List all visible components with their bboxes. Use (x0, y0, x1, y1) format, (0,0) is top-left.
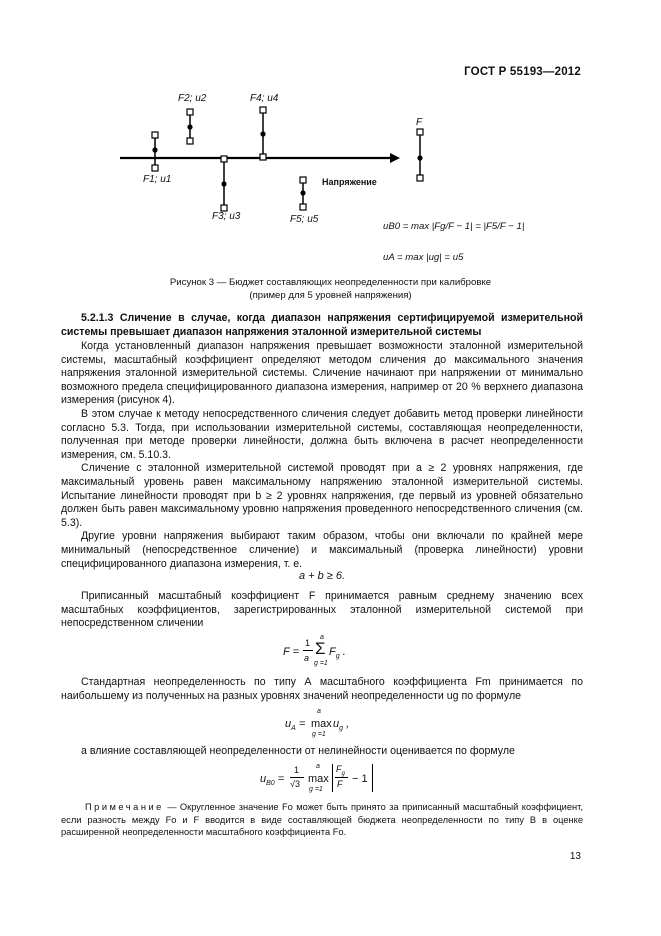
page-header: ГОСТ Р 55193—2012 (464, 66, 581, 78)
label-f3: F3; u3 (212, 211, 241, 222)
figure-caption (0, 277, 661, 302)
figure-3-diagram (0, 0, 661, 310)
note-label: Примечание (85, 802, 164, 812)
label-f: F (416, 117, 423, 128)
paragraph-7: а влияние составляющей неопределенности от нелинейности оценивается по формуле (81, 745, 515, 757)
label-f5: F5; u5 (290, 214, 319, 225)
section-title: Сличение в случае, когда диапазон напряжения сертифицируемой измерительной системы превышает диапазон напряжения эталонной измерительной системы (61, 312, 583, 338)
formula-ub0: $u_{B0}$ = 1 √3 a max g =1 $F_g$ F − 1 (260, 762, 400, 796)
axis-arrow-icon (390, 153, 400, 163)
paragraph-7-block (61, 745, 583, 759)
level-f1-marker (152, 132, 158, 171)
section-heading (61, 312, 583, 339)
label-f1: F1; u1 (143, 174, 172, 185)
note (61, 801, 583, 839)
label-f4: F4; u4 (250, 93, 279, 104)
label-f2: F2; u2 (178, 93, 207, 104)
paragraph-1: Когда установленный диапазон напряжения превышает возможности эталонной измерительной системы, масштабный коэффициент определяют методом сличения до максимального значения напряжения эталонной измерительной системы. Сличение начинают при напряжении от минимально возможного предела специфицированного диапазона измерения, например от 20 % верхнего диапазона измерения (рисунок 4). (61, 340, 583, 407)
level-f3-marker (221, 156, 227, 211)
paragraph-5: Приписанный масштабный коэффициент F принимается равным среднему значению всех масштабных коэффициентов, зарегистрированных эталонной измерительной системой при непосредственном сличении (61, 590, 583, 630)
formula-mean-f: F = 1 a a Σ g =1 $F_g$ . (283, 634, 346, 667)
paragraphs-block-1 (61, 340, 583, 571)
paragraph-6: Стандартная неопределенность по типу А масштабного коэффициента Fm принимается по наибольшему из полученных на разных уровнях значений неопределенности ug по формуле (61, 676, 583, 702)
paragraph-6-block (61, 676, 583, 703)
page-number: 13 (569, 851, 581, 862)
paragraph-4: Другие уровни напряжения выбирают таким образом, чтобы они включали по крайней мере минимальный (непосредственное сличение) и максимальный (проверка линейности) уровни специфицированного диапазона измерения, т. е. (61, 530, 583, 570)
caption-line-2: (пример для 5 уровней напряжения) (249, 289, 412, 301)
paragraph-5-block (61, 590, 583, 631)
level-f2-marker (187, 109, 193, 144)
caption-line-1: Рисунок 3 — Бюджет составляющих неопределенности при калибровке (169, 277, 492, 288)
figure-formula-ua: uA = max |ug| = u5 (383, 252, 464, 263)
figure-formula-ub0: uB0 = max |Fg/F − 1| = |F5/F − 1| (383, 221, 525, 232)
axis-label: Напряжение (322, 177, 377, 187)
level-f4-marker (260, 107, 266, 160)
section-number: 5.2.1.3 (81, 312, 114, 324)
level-f5-marker (300, 177, 306, 210)
formula-ab: a + b ≥ 6. (298, 570, 346, 582)
assigned-f-marker (417, 129, 423, 181)
paragraph-2: В этом случае к методу непосредственного сличения следует добавить метод проверки линейности согласно 5.3. Тогда, при использовании измерительной системы, составляющая неопределенности, полученная при методе проверки линейности, должна быть включена в расчет неопределенности измерения, см. 5.10.3. (61, 407, 583, 461)
note-text: — Округленное значение Fo может быть принято за приписанный масштабный коэффициент, если разность между Fo и F вводится в виде составляющей бюджета неопределенности по типу В в оценке расширенной неопределенности масштабного коэффициента Fo. (61, 802, 583, 837)
formula-ua: $u_A$ = a max g =1 $u_g$ , (285, 708, 350, 738)
paragraph-3: Сличение с эталонной измерительной системой проводят при a ≥ 2 уровнях напряжения, где максимальный уровень равен максимальному напряжению эталонной измерительной системы. Испытание линейности проводят при b ≥ 2 уровнях напряжения, где первый из уровней обязательно должен быть равен максимальному уровню напряжения проведенного непосредственного сличения (см. 5.3). (61, 462, 583, 529)
